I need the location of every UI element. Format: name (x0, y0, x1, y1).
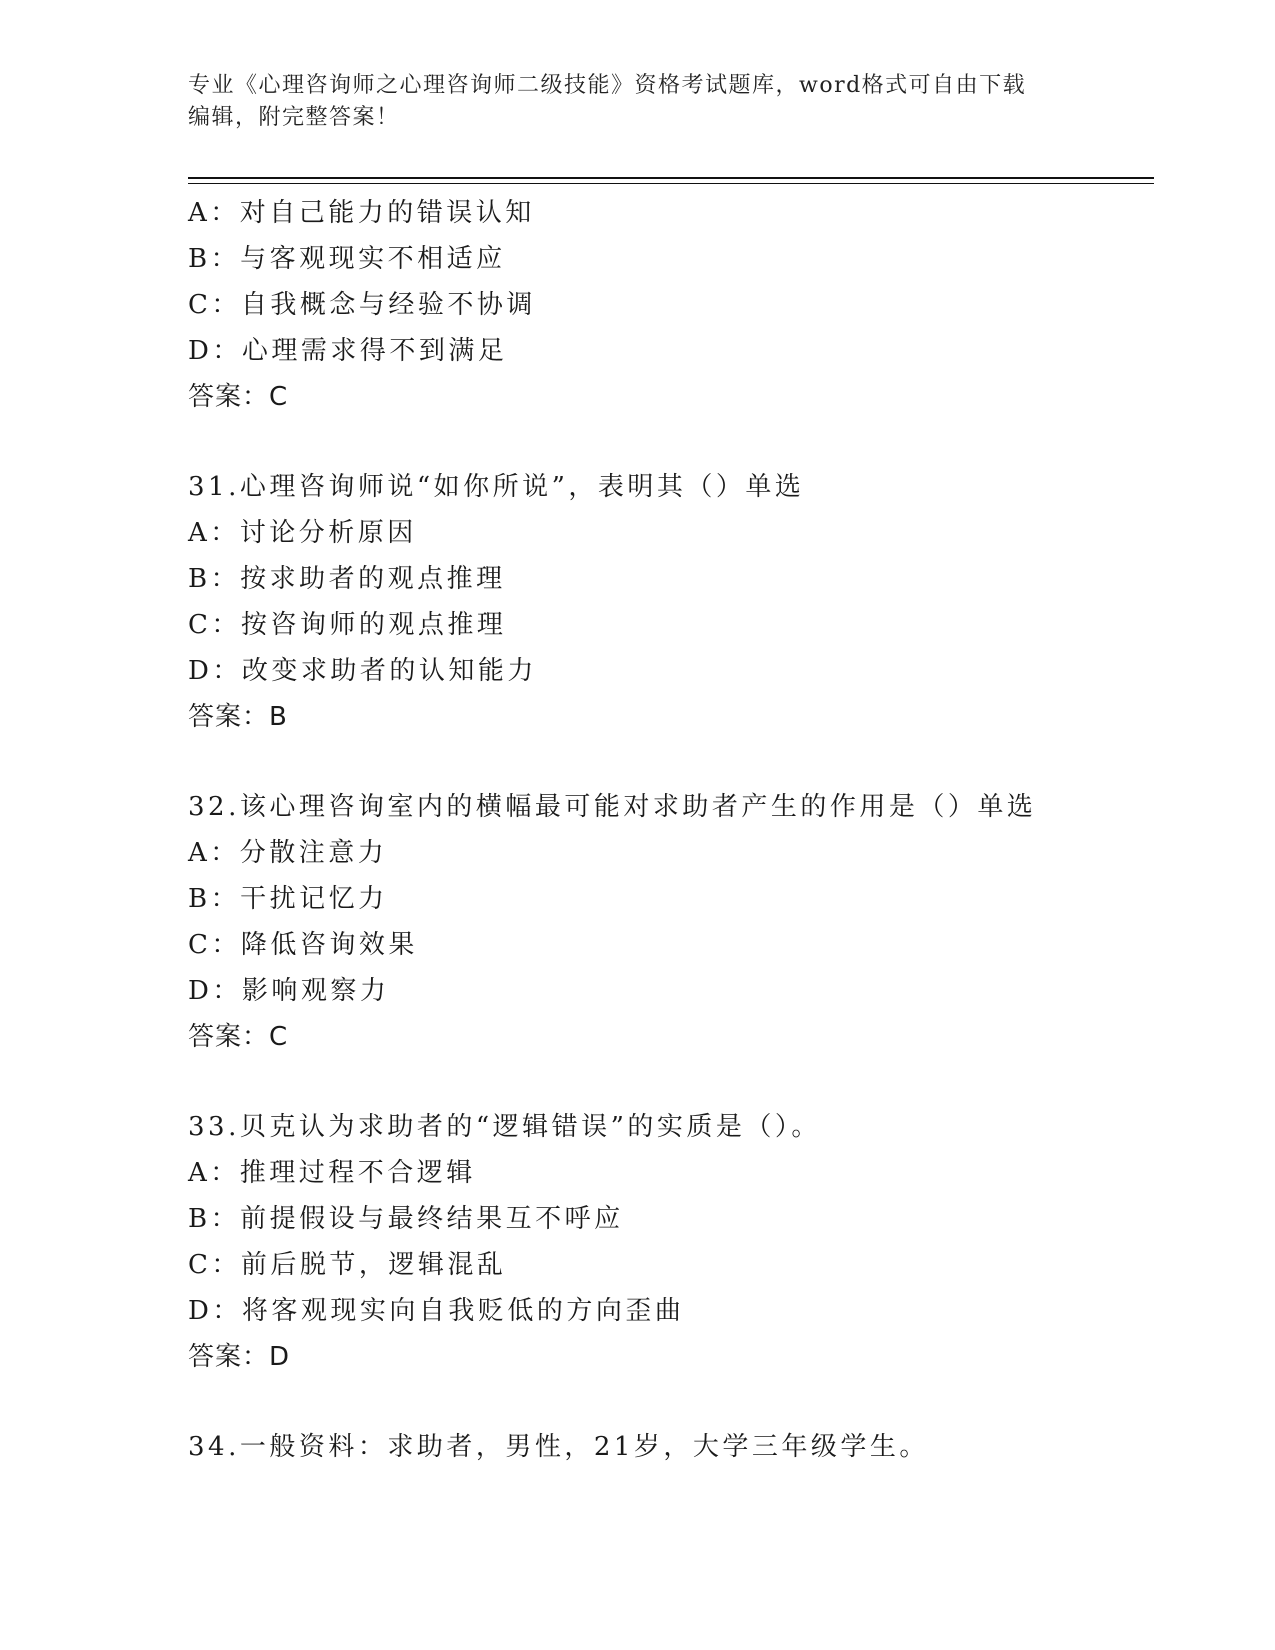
option-d: D：心理需求得不到满足 (188, 336, 508, 366)
spacer (188, 420, 1154, 464)
question-34 (188, 1424, 1154, 1470)
spacer (188, 740, 1154, 784)
question-stem: 31.心理咨询师说“如你所说”，表明其（）单选 (188, 472, 805, 502)
header-rule-thin (188, 183, 1154, 184)
header-line-2: 编辑，附完整答案！ (188, 105, 400, 130)
question-stem: 33.贝克认为求助者的“逻辑错误”的实质是（）。 (188, 1112, 821, 1142)
option-c: C：前后脱节，逻辑混乱 (188, 1250, 507, 1280)
option-d: D：影响观察力 (188, 976, 390, 1006)
question-31 (188, 464, 1154, 740)
question-stem: 32.该心理咨询室内的横幅最可能对求助者产生的作用是（）单选 (188, 792, 1037, 822)
option-c: C：降低咨询效果 (188, 930, 418, 960)
option-b: B：干扰记忆力 (188, 884, 388, 914)
header-line-1: 专业《心理咨询师之心理咨询师二级技能》资格考试题库，word格式可自由下载 (188, 73, 1027, 98)
option-b: B：前提假设与最终结果互不呼应 (188, 1204, 624, 1234)
option-a: A：分散注意力 (188, 838, 388, 868)
answer: 答案：D (188, 1342, 291, 1372)
question-stem: 34.一般资料：求助者，男性，21岁，大学三年级学生。 (188, 1432, 929, 1462)
spacer (188, 1060, 1154, 1104)
answer: 答案：C (188, 1022, 289, 1052)
option-c: C：自我概念与经验不协调 (188, 290, 536, 320)
option-c: C：按咨询师的观点推理 (188, 610, 507, 640)
header-rule-thick (188, 177, 1154, 179)
option-d: D：改变求助者的认知能力 (188, 656, 537, 686)
spacer (188, 1380, 1154, 1424)
option-a: A：讨论分析原因 (188, 518, 417, 548)
document-header (188, 70, 1088, 134)
question-32 (188, 784, 1154, 1060)
option-d: D：将客观现实向自我贬低的方向歪曲 (188, 1296, 685, 1326)
answer: 答案：C (188, 382, 289, 412)
question-30-tail (188, 190, 1154, 420)
question-list (188, 190, 1154, 1470)
answer: 答案：B (188, 702, 288, 732)
option-b: B：按求助者的观点推理 (188, 564, 506, 594)
option-b: B：与客观现实不相适应 (188, 244, 506, 274)
option-a: A：对自己能力的错误认知 (188, 198, 535, 228)
option-a: A：推理过程不合逻辑 (188, 1158, 476, 1188)
question-33 (188, 1104, 1154, 1380)
